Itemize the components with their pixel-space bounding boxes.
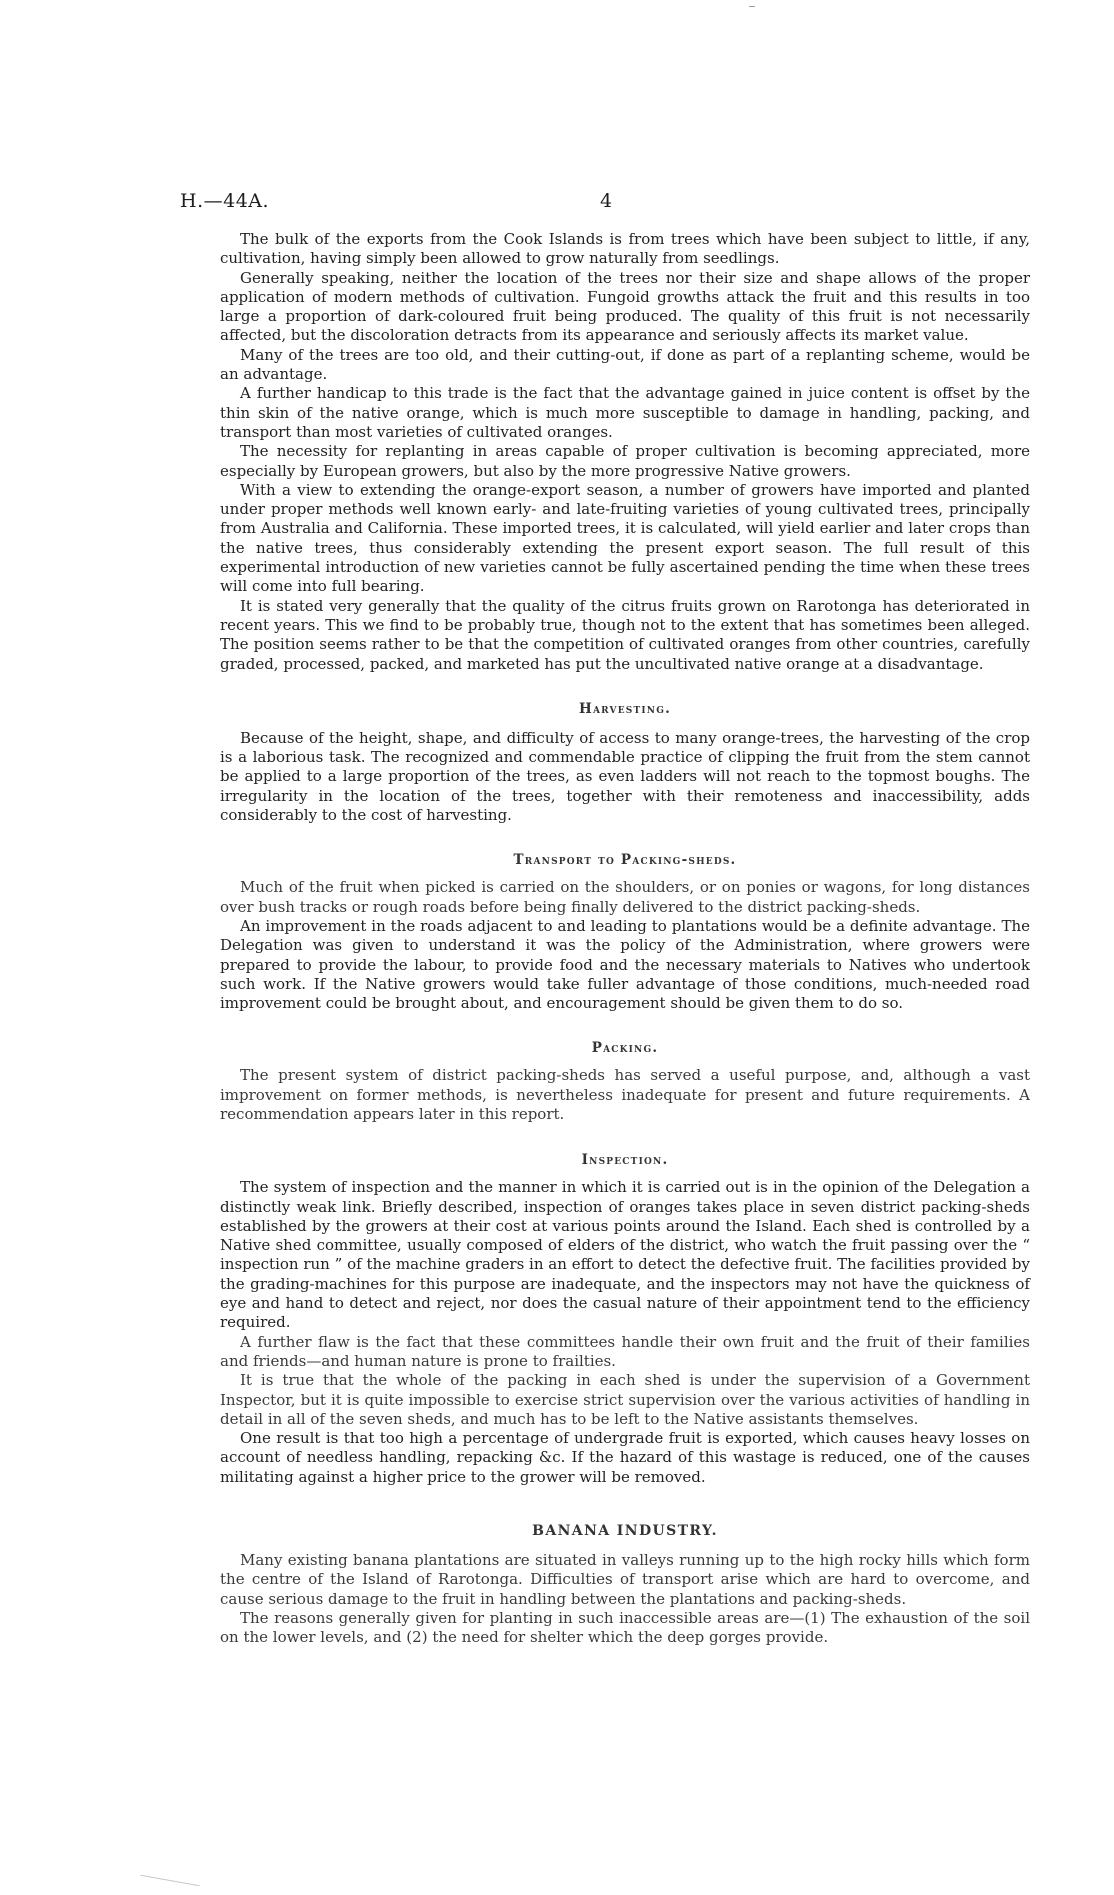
page-header (180, 190, 1030, 230)
paragraph: The system of inspection and the manner in which it is carried out is in the opinion of the Delegation a distinctly weak link. Briefly described, inspection of oranges takes place in seven district packing-sheds established by the growers at their cost at various points around the Island. Each shed is controlled by a Native shed committee, usually composed of elders of the district, who watch the fruit passing over the “ inspection run ” of the machine graders in an effort to detect the defective fruit. The facilities provided by the grading-machines for this purpose are inadequate, and the inspectors may not have the quickness of eye and hand to detect and reject, nor does the casual nature of their appointment tend to the efficiency required. (220, 1178, 1030, 1332)
section-heading: Inspection. (581, 1152, 669, 1169)
paragraph: It is stated very generally that the quality of the citrus fruits grown on Rarotonga has deteriorated in recent years. This we find to be probably true, though not to the extent that has sometimes been alleged. The position seems rather to be that the competition of cultivated oranges from other countries, carefully graded, processed, packed, and marketed has put the uncultivated native orange at a disadvantage. (220, 596, 1030, 673)
paragraph: A further flaw is the fact that these committees handle their own fruit and the fruit of their families and friends—and human nature is prone to frailties. (220, 1332, 1030, 1370)
intro-section (220, 230, 1030, 674)
paragraph: An improvement in the roads adjacent to and leading to plantations would be a definite advantage. The Delegation was given to understand it was the policy of the Administration, where growers were prepared to provide the labour, to provide food and the necessary materials to Natives who undertook such work. If the Native growers would take fuller advantage of those conditions, much-needed road improvement could be brought about, and encouragement should be given them to do so. (220, 916, 1030, 1013)
section-heading: Transport to Packing-sheds. (513, 852, 737, 869)
transport-section (220, 852, 1030, 1013)
banana-section (220, 1523, 1030, 1647)
paragraph: The necessity for replanting in areas capable of proper cultivation is becoming appreciated, more especially by European growers, but also by the more progressive Native growers. (220, 442, 1030, 480)
harvesting-section (220, 701, 1030, 825)
document-page (180, 190, 1030, 1870)
paragraph: Because of the height, shape, and difficulty of access to many orange-trees, the harvesting of the crop is a laborious task. The recognized and commendable practice of clipping the fruit from the stem cannot be applied to a large proportion of the trees, as even ladders will not reach to the topmost boughs. The irregularity in the location of the trees, together with their remoteness and inaccessibility, adds considerably to the cost of harvesting. (220, 728, 1030, 825)
document-reference: H.—44A. (180, 190, 270, 212)
inspection-section (220, 1152, 1030, 1487)
paragraph: Generally speaking, neither the location of the trees nor their size and shape allows of the proper application of modern methods of cultivation. Fungoid growths attack the fruit and this results in too large a proportion of dark-coloured fruit being produced. The quality of this fruit is not necessarily affected, but the discoloration detracts from its appearance and seriously affects its market value. (220, 268, 1030, 345)
paragraph: Many of the trees are too old, and their cutting-out, if done as part of a replanting scheme, would be an advantage. (220, 345, 1030, 384)
page-number: 4 (600, 190, 613, 212)
paragraph: One result is that too high a percentage of undergrade fruit is exported, which causes heavy losses on account of needless handling, repacking &c. If the hazard of this wastage is reduced, one of the causes militating against a higher price to the grower will be removed. (220, 1429, 1030, 1486)
paragraph: A further handicap to this trade is the fact that the advantage gained in juice content is offset by the thin skin of the native orange, which is much more susceptible to damage in handling, packing, and transport than most varieties of cultivated oranges. (220, 384, 1030, 441)
paragraph: It is true that the whole of the packing in each shed is under the supervision of a Government Inspector, but it is quite impossible to exercise strict supervision over the various activities of handling in detail in all of the seven sheds, and much has to be left to the Native assistants themselves. (220, 1371, 1030, 1428)
paragraph: The present system of district packing-sheds has served a useful purpose, and, although a vast improvement on former methods, is nevertheless inadequate for present and future requirements. A recommendation appears later in this report. (220, 1066, 1030, 1123)
paragraph: Many existing banana plantations are situated in valleys running up to the high rocky hills which form the centre of the Island of Rarotonga. Difficulties of transport arise which are hard to overcome, and cause serious damage to the fruit in handling between the plantations and packing-sheds. (220, 1551, 1030, 1608)
paragraph: With a view to extending the orange-export season, a number of growers have imported and planted under proper methods well known early- and late-fruiting varieties of young cultivated trees, principally from Australia and California. These imported trees, it is calculated, will yield earlier and later crops than the native trees, thus considerably extending the present export season. The full result of this experimental introduction of new varieties cannot be fully ascertained pending the time when these trees will come into full bearing. (220, 480, 1030, 596)
top-scan-mark (749, 6, 755, 7)
section-heading: Packing. (591, 1040, 659, 1057)
paragraph: Much of the fruit when picked is carried on the shoulders, or on ponies or wagons, for long distances over bush tracks or rough roads before being finally delivered to the district packing-sheds. (220, 878, 1030, 916)
bottom-scan-mark (140, 1875, 199, 1886)
section-heading: BANANA INDUSTRY. (532, 1523, 718, 1540)
paragraph: The bulk of the exports from the Cook Islands is from trees which have been subject to little, if any, cultivation, having simply been allowed to grow naturally from seedlings. (220, 230, 1030, 268)
paragraph: The reasons generally given for planting in such inaccessible areas are—(1) The exhaustion of the soil on the lower levels, and (2) the need for shelter which the deep gorges provide. (220, 1608, 1030, 1647)
section-heading: Harvesting. (579, 700, 671, 717)
packing-section (220, 1040, 1030, 1124)
